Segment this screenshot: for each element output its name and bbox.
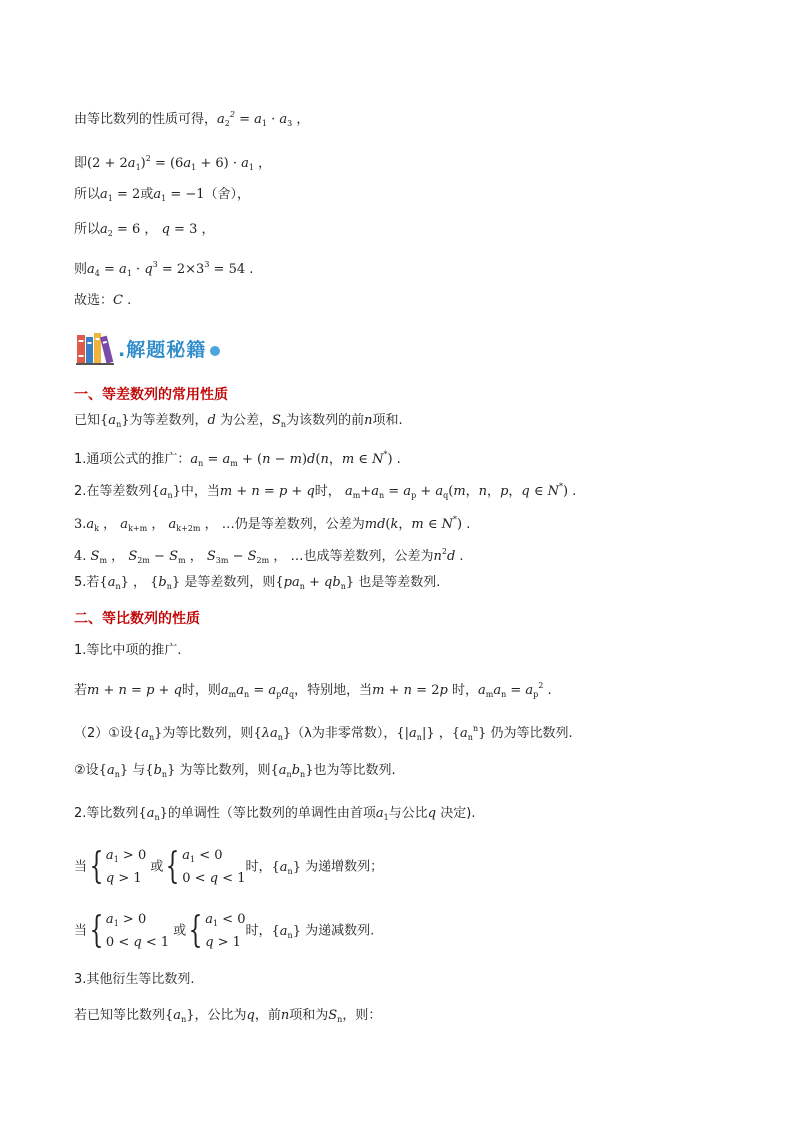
- text: （λ为非零常数），: [291, 726, 397, 741]
- text: 当: [74, 923, 88, 939]
- text: 为公差，: [219, 413, 272, 428]
- text: 由等比数列的性质可得，: [74, 112, 218, 127]
- formula: $(2 + 2a_1)^2 = (6a_1 + 6) \cdot a_1$: [87, 154, 254, 172]
- text: 决定).: [440, 806, 476, 821]
- section2-increasing: [74, 846, 383, 892]
- text: 已知: [74, 413, 101, 428]
- formula: d: [207, 413, 216, 428]
- derivation-line-3: [74, 186, 250, 208]
- section2-item-2: （2）①设$\{a_n\}$为等比数列，则$\{\lambda a_n\}(\lambda$为非零常数），$\{|a_n|\}$ ，$\{a_n^n\}$ 仍为等比数列.: [74, 724, 573, 742]
- section1-item-4: 4. $S_m$ ， $S_{2m} - S_m$ ， $S_{3m} - S_{2m}$ ， …也成等差数列，公差为$n^2d$ .: [74, 547, 464, 565]
- section2-decreasing: [74, 910, 374, 956]
- text: 为该数列的前: [286, 413, 365, 428]
- text: 为等比数列，则: [162, 726, 254, 741]
- derivation-line-6: 故选：C .: [74, 293, 132, 308]
- formula: $a_2^2 = a_1 \cdot a_3$: [217, 110, 293, 128]
- text: （舍），: [204, 187, 251, 202]
- text: 也是等差数列.: [358, 575, 441, 590]
- formula: $\{a_n\}$ ， $\{b_n\}$: [99, 575, 181, 591]
- text: 为等差数列，: [129, 413, 208, 428]
- formula: n: [364, 413, 373, 428]
- text: 项和.: [372, 413, 403, 428]
- text: 也为等比数列.: [313, 763, 396, 778]
- derivation-line-1: 由等比数列的性质可得，$a_2^2 = a_1 \cdot a_3$ ，: [74, 110, 310, 128]
- section2-item-3: [74, 762, 396, 784]
- text: 为等比数列，则: [179, 763, 271, 778]
- formula: $\{a_nb_n\}$: [270, 763, 314, 779]
- text: ，前: [254, 1008, 281, 1023]
- section-heading-geometric: 二、等比数列的性质: [74, 611, 200, 627]
- section1-intro: [74, 412, 403, 434]
- condition-stack: $a_1 > 0$ 0 < q < 1: [105, 912, 170, 950]
- text: 即: [74, 156, 88, 171]
- text: 中，当: [180, 484, 220, 499]
- text: …仍是等差数列，公差为: [221, 517, 365, 532]
- formula: $a_ma_n = a_p^2$: [477, 681, 544, 699]
- formula: $\{pa_n + qb_n\}$: [275, 575, 355, 591]
- banner-title: .解题秘籍: [118, 338, 207, 361]
- formula: $3.a_k$ ， $a_{k+m}$ ， $a_{k+2m}$ ，: [74, 517, 218, 533]
- derivation-line-5: 则$a_4 = a_1 \cdot q^3 = 2\times 3^3 = 54$ .: [74, 260, 254, 278]
- books-icon: [76, 331, 116, 365]
- text: 与公比: [388, 806, 428, 821]
- text: 时，: [245, 923, 272, 939]
- text: 所以: [74, 222, 101, 237]
- derivation-line-4: 所以$a_2 = 6$ ， q = 3 ，: [74, 222, 215, 238]
- formula: C: [113, 293, 123, 308]
- text: 2.等比数列: [74, 806, 139, 821]
- text: …也成等差数列，公差为: [290, 549, 434, 564]
- text: 若: [74, 683, 88, 698]
- text: 为递减数列.: [305, 923, 375, 939]
- text: 为递增数列；: [305, 859, 384, 875]
- formula: m + n = p + q: [219, 484, 315, 499]
- formula: $S_n$: [328, 1008, 343, 1024]
- formula: $a_n = a_m + (n - m)d(n$，m ∈ N*): [190, 450, 393, 468]
- text: ，则：: [342, 1008, 382, 1023]
- text: 故选：: [74, 293, 114, 308]
- formula: md(k，m ∈ N*): [364, 515, 463, 532]
- formula: q: [246, 1008, 255, 1023]
- text: 仍为等比数列.: [490, 726, 573, 741]
- formula: $\{b_n\}$: [145, 763, 176, 779]
- formula: $a_1$: [375, 806, 389, 822]
- text: 时，: [451, 683, 478, 698]
- formula: $\{a_n\}$: [151, 484, 181, 500]
- text: 则: [74, 262, 88, 277]
- section1-item-3: $3.a_k$ ， $a_{k+m}$ ， $a_{k+2m}$ ， …仍是等差数列，公差为md(k，m ∈ N*) .: [74, 515, 471, 533]
- section2-item-1b: 若m + n = p + q时，则$a_ma_n = a_pa_q$，特别地，当m + n = 2p 时，$a_ma_n = a_p^2$ .: [74, 681, 552, 699]
- formula: $S_n$: [272, 413, 287, 429]
- section2-item-6: [74, 1007, 381, 1029]
- text: 1.通项公式的推广：: [74, 452, 191, 467]
- formula: $\{a_n^n\}$: [451, 724, 487, 742]
- formula: $\{a_n\}$: [100, 413, 130, 429]
- text: 的单调性（等比数列的单调性由首项: [167, 806, 376, 821]
- text: （2）①设: [74, 726, 133, 741]
- section1-item-1: 1.通项公式的推广：$a_n = a_m + (n - m)d(n$，m ∈ N*) .: [74, 450, 401, 468]
- brace: {: [89, 846, 104, 887]
- formula: $\{a_n\}$: [132, 726, 163, 742]
- condition-stack: $a_1 < 0$ q > 1: [205, 912, 246, 950]
- formula: $a_m+a_n = a_p + a_q(m$，n，p，q ∈ N*): [344, 482, 569, 500]
- condition-stack: $a_1 > 0$ q > 1: [105, 848, 147, 886]
- text: 时，: [314, 484, 341, 499]
- banner-dot: [210, 346, 220, 356]
- formula: $n^2d$: [433, 547, 456, 564]
- section2-item-5: 3.其他衍生等比数列.: [74, 972, 195, 987]
- formula: $a_4 = a_1 \cdot q^3 = 2\times 3^3 = 54$: [87, 260, 246, 278]
- formula: m + n = p + q: [87, 683, 182, 698]
- text: ，特别地，当: [294, 683, 373, 698]
- formula: $a_ma_n = a_pa_q$: [220, 683, 295, 699]
- brace: {: [165, 846, 180, 887]
- section1-item-2: 2.在等差数列$\{a_n\}$中，当m + n = p + q时， $a_m+a_n = a_p + a_q(m$，n，p，q ∈ N*) .: [74, 482, 577, 500]
- formula: 4. $S_m$ ， $S_{2m} - S_m$ ， $S_{3m} - S_{2m}$ ，: [74, 549, 287, 565]
- brace: {: [188, 910, 203, 951]
- brace: {: [89, 910, 104, 951]
- text: 时，则: [181, 683, 221, 698]
- text: 或: [140, 187, 154, 202]
- section2-item-4: [74, 805, 475, 827]
- formula: $\{a_n\}$: [138, 806, 168, 822]
- text: ②设: [74, 763, 99, 778]
- section1-item-5: [74, 574, 440, 596]
- text: 与: [132, 763, 146, 778]
- text: 若已知等比数列: [74, 1008, 166, 1023]
- formula: m + n = 2p: [372, 683, 448, 698]
- text: 或: [173, 923, 187, 939]
- formula: $\{a_n\}$: [98, 763, 129, 779]
- text: 项和为: [289, 1008, 329, 1023]
- formula: $\{a_n\}$: [271, 923, 301, 940]
- formula: $a_1 = 2$: [100, 187, 141, 203]
- text: ，公比为: [194, 1008, 247, 1023]
- formula: n: [280, 1008, 290, 1023]
- formula: $\{\lambda a_n\}$: [253, 726, 292, 742]
- text: 5.若: [74, 575, 100, 590]
- section-banner: [76, 329, 220, 367]
- text: 2.在等差数列: [74, 484, 152, 499]
- formula: $a_1 = -1$: [153, 187, 205, 203]
- section-heading-arithmetic: 一、等差数列的常用性质: [74, 387, 228, 403]
- derivation-line-2: 即$(2 + 2a_1)^2 = (6a_1 + 6) \cdot a_1$ ，: [74, 154, 272, 172]
- formula: q: [427, 806, 437, 821]
- text: 所以: [74, 187, 101, 202]
- formula: $\{a_n\}$: [165, 1008, 195, 1024]
- formula: $a_2 = 6$ ， q = 3: [100, 222, 198, 238]
- formula: $\{|a_n|\}$: [396, 726, 435, 742]
- text: 或: [150, 859, 164, 875]
- text: 当: [74, 859, 88, 875]
- section2-item-1: 1.等比中项的推广.: [74, 643, 182, 658]
- text: 时，: [245, 859, 272, 875]
- formula: $\{a_n\}$: [271, 859, 301, 876]
- condition-stack: $a_1 < 0$ 0 < q < 1: [182, 848, 246, 886]
- text: 是等差数列，则: [184, 575, 276, 590]
